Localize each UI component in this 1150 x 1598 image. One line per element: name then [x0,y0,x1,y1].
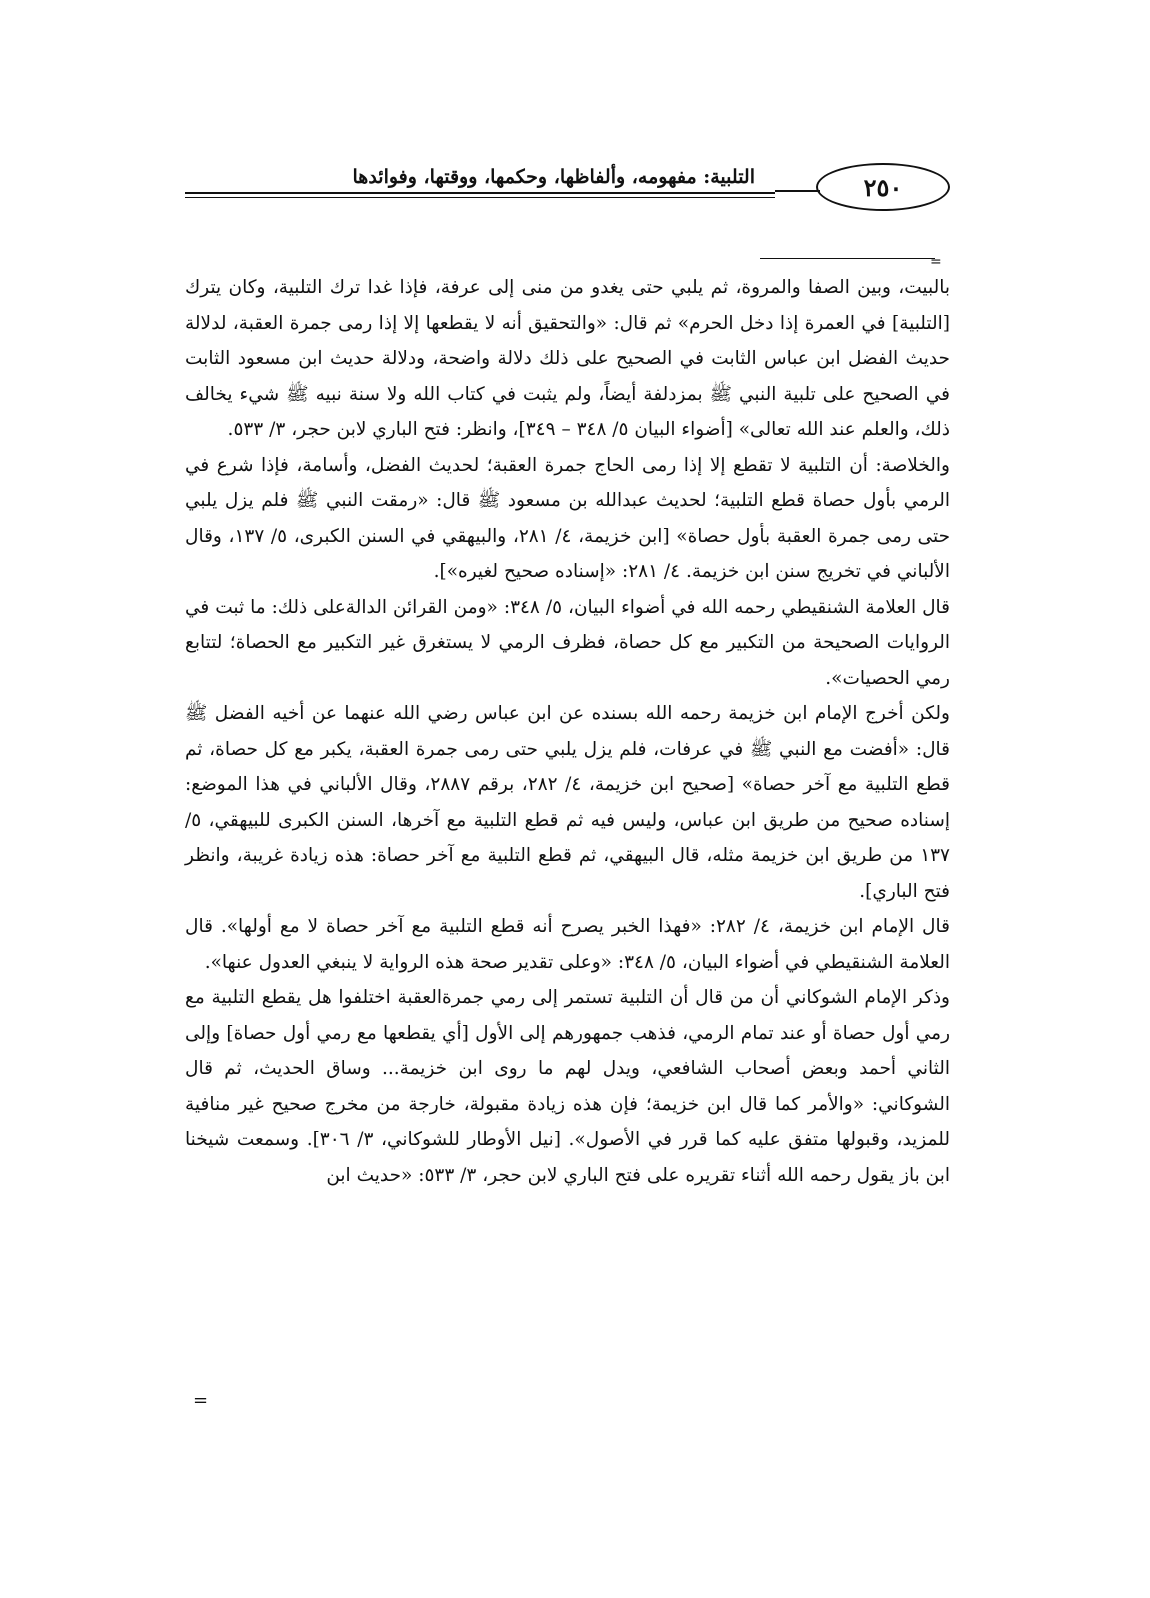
paragraph-2: والخلاصة: أن التلبية لا تقطع إلا إذا رمى الحاج جمرة العقبة؛ لحديث الفضل، وأسامة، فإذا شرع في الرمي بأول حصاة قطع التلبية؛ لحديث عبدالله بن مسعود ﷺ قال: «رمقت النبي ﷺ فلم يزل يلبي حتى رمى جمرة العقبة بأول حصاة» [ابن خزيمة، ٤/ ٢٨١، والبيهقي في السنن الكبرى، ٥/ ١٣٧، وقال الألباني في تخريج سنن ابن خزيمة. ٤/ ٢٨١: «إسناده صحيح لغيره»]. [185,454,950,582]
header-oval-connector [775,190,820,192]
paragraph-5: قال الإمام ابن خزيمة، ٤/ ٢٨٢: «فهذا الخبر يصرح أنه قطع التلبية مع آخر حصاة لا مع أولها». قال العلامة الشنقيطي في أضواء البيان، ٥/ ٣٤٨: «وعلى تقدير صحة هذه الرواية لا ينبغي العدول عنها». [185,916,950,973]
footnote-continuation-mark-top: = [930,254,942,270]
paragraph-4: ولكن أخرج الإمام ابن خزيمة رحمه الله بسنده عن ابن عباس رضي الله عنهما عن أخيه الفضل ﷺ قال: «أفضت مع النبي ﷺ في عرفات، فلم يزل يلبي حتى رمى جمرة العقبة، يكبر مع كل حصاة، ثم قطع التلبية مع آخر حصاة» [صحيح ابن خزيمة، ٤/ ٢٨٢، برقم ٢٨٨٧، وقال الألباني في هذا الموضع: إسناده صحيح من طريق ابن عباس، وليس فيه ثم قطع التلبية مع آخرها، السنن الكبرى للبيهقي، ٥/ ١٣٧ من طريق ابن خزيمة مثله، قال البيهقي، ثم قطع التلبية مع آخر حصاة: هذه زيادة غريبة، وانظر فتح الباري]. [185,703,950,902]
paragraph-1: بالبيت، وبين الصفا والمروة، ثم يلبي حتى يغدو من منى إلى عرفة، فإذا غدا ترك التلبية، وكان يترك [التلبية] في العمرة إذا دخل الحرم» ثم قال: «والتحقيق أنه لا يقطعها إلا إذا رمى جمرة العقبة، لدلالة حديث الفضل ابن عباس الثابت في الصحيح على ذلك دلالة واضحة، ودلالة حديث ابن مسعود الثابت في الصحيح على تلبية النبي ﷺ بمزدلفة أيضاً، ولم يثبت في كتاب الله ولا سنة نبيه ﷺ شيء يخالف ذلك، والعلم عند الله تعالى» [أضواء البيان ٥/ ٣٤٨ – ٣٤٩]، وانظر: فتح الباري لابن حجر، ٣/ ٥٣٣. [185,277,950,440]
paragraph-6: وذكر الإمام الشوكاني أن من قال أن التلبية تستمر إلى رمي جمرةالعقبة اختلفوا هل يقطع التلبية مع رمي أول حصاة أو عند تمام الرمي، فذهب جمهورهم إلى الأول [أي يقطعها مع رمي أول حصاة] وإلى الثاني أحمد وبعض أصحاب الشافعي، ويدل لهم ما روى ابن خزيمة... وساق الحديث، ثم قال الشوكاني: «والأمر كما قال ابن خزيمة؛ فإن هذه زيادة مقبولة، خارجة من مخرج صحيح غير منافية للمزيد، وقبولها متفق عليه كما قرر في الأصول». [نيل الأوطار للشوكاني، ٣/ ٣٠٦]. وسمعت شيخنا ابن باز يقول رحمه الله أثناء تقريره على فتح الباري لابن حجر، ٣/ ٥٣٣: «حديث ابن [185,987,950,1186]
running-title: التلبية: مفهومه، وألفاظها، وحكمها، ووقتها، وفوائدها [352,166,755,188]
page-header [185,160,950,212]
header-rule-thin [185,197,775,198]
footnote-body [185,270,950,1193]
footnote-separator-rule [760,258,935,259]
page-number-badge [816,163,950,211]
page-number: ٢٥٠ [863,172,903,202]
paragraph-3: قال العلامة الشنقيطي رحمه الله في أضواء البيان، ٥/ ٣٤٨: «ومن القرائن الدالةعلى ذلك: ما ثبت في الروايات الصحيحة من التكبير مع كل حصاة، فظرف الرمي لا يستغرق غير التكبير مع الحصاة؛ لتتابع رمي الحصيات». [185,596,950,689]
footnote-continuation-mark-bottom: = [193,1390,209,1411]
header-rule-thick [185,192,775,194]
